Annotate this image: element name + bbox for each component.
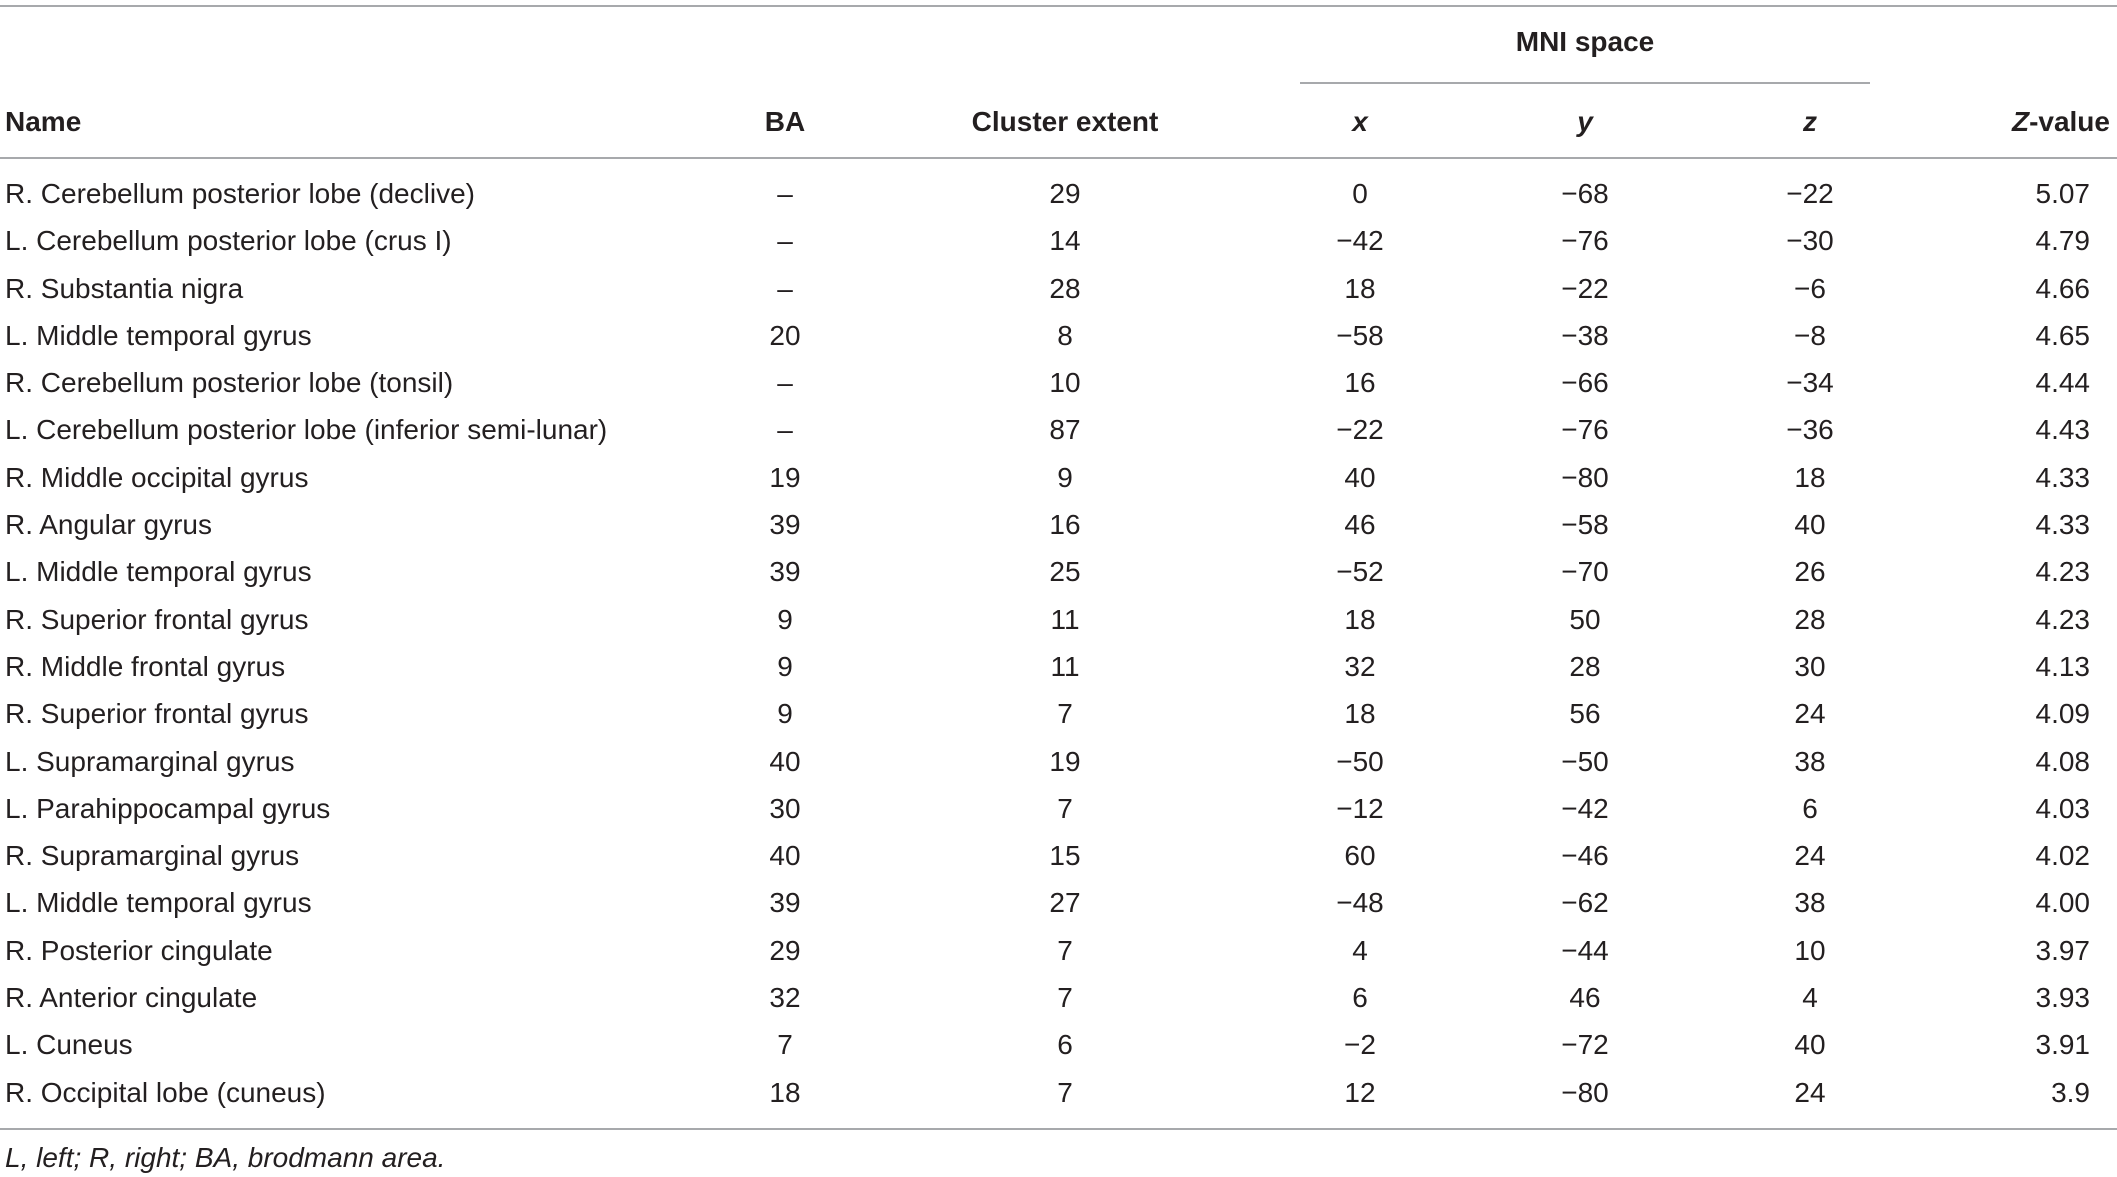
cell-x: 60	[1344, 840, 1376, 872]
table-row	[0, 170, 2117, 217]
cell-x: −12	[1336, 792, 1384, 824]
cell-cluster-extent: 7	[1057, 934, 1073, 966]
cell-cluster-extent: 15	[1049, 840, 1081, 872]
cell-name: R. Anterior cingulate	[5, 982, 258, 1014]
cell-name: R. Middle frontal gyrus	[5, 650, 286, 682]
cell-ba: 39	[769, 887, 801, 919]
cell-ba: 40	[769, 840, 801, 872]
cell-ba: –	[777, 225, 793, 257]
cell-cluster-extent: 11	[1050, 650, 1080, 682]
cell-z: 4	[1802, 982, 1818, 1014]
cell-ba: 7	[777, 1029, 793, 1061]
cell-ba: –	[777, 178, 793, 209]
cell-x: −42	[1336, 225, 1384, 257]
table-row	[0, 832, 2117, 879]
cell-name: L. Middle temporal gyrus	[5, 556, 312, 588]
mni-space-header: MNI space	[1515, 26, 1655, 57]
cell-x: 18	[1344, 272, 1376, 304]
table-row	[0, 454, 2117, 501]
table-row	[0, 596, 2117, 643]
cell-ba: 18	[769, 1076, 801, 1108]
z-value-suffix: -value	[2029, 106, 2110, 137]
cell-cluster-extent: 27	[1049, 887, 1081, 919]
cell-x: −2	[1344, 1029, 1376, 1061]
cell-y: −38	[1561, 319, 1609, 351]
z-value-prefix: Z	[2011, 106, 2030, 137]
table-header-rule	[0, 157, 2117, 159]
cell-ba: 40	[769, 745, 801, 777]
cell-ba: 39	[769, 509, 801, 541]
cell-z: −8	[1794, 319, 1826, 351]
table-row	[0, 312, 2117, 359]
cell-z-value: 4.44	[2035, 367, 2090, 399]
cell-y: 56	[1569, 698, 1601, 730]
cell-cluster-extent: 7	[1057, 1076, 1073, 1108]
cell-name: R. Superior frontal gyrus	[5, 698, 309, 730]
cell-y: 50	[1569, 603, 1601, 635]
cell-cluster-extent: 25	[1049, 556, 1081, 588]
table-row	[0, 927, 2117, 974]
cell-x: 12	[1344, 1076, 1376, 1108]
cell-cluster-extent: 7	[1057, 792, 1073, 824]
cell-name: R. Angular gyrus	[5, 509, 212, 541]
cell-x: 6	[1352, 982, 1368, 1014]
cell-ba: 29	[769, 934, 801, 966]
table-row	[0, 785, 2117, 832]
cell-y: −58	[1561, 509, 1609, 541]
cell-y: −80	[1561, 461, 1609, 493]
cell-z: 28	[1794, 603, 1826, 635]
cell-cluster-extent: 10	[1049, 367, 1081, 399]
cell-name: R. Supramarginal gyrus	[5, 840, 300, 872]
cell-y: −42	[1561, 792, 1609, 824]
cell-y: −76	[1561, 414, 1609, 446]
cell-z-value: 4.79	[2035, 225, 2090, 257]
table-row	[0, 643, 2117, 690]
cell-name: R. Occipital lobe (cuneus)	[5, 1076, 326, 1108]
cell-z: 10	[1794, 934, 1826, 966]
cell-y: −46	[1561, 840, 1609, 872]
cell-cluster-extent: 19	[1049, 745, 1081, 777]
cell-cluster-extent: 7	[1057, 982, 1073, 1014]
cell-z-value: 3.97	[2035, 934, 2090, 966]
cell-z-value: 4.23	[2035, 556, 2090, 588]
cell-z: −34	[1786, 367, 1834, 399]
cell-ba: 32	[769, 982, 801, 1014]
cell-x: −58	[1336, 319, 1384, 351]
cell-ba: 19	[769, 461, 801, 493]
cell-z-value: 4.33	[2035, 509, 2090, 541]
cell-z: −22	[1786, 178, 1834, 209]
cell-z: 24	[1794, 1076, 1826, 1108]
cell-z: 38	[1794, 887, 1826, 919]
cell-z-value: 4.23	[2035, 603, 2090, 635]
cell-y: −44	[1561, 934, 1609, 966]
cell-ba: 9	[777, 603, 793, 635]
cell-name: L. Supramarginal gyrus	[5, 745, 295, 777]
cell-ba: –	[777, 367, 793, 399]
cell-name: L. Middle temporal gyrus	[5, 887, 312, 919]
cell-x: 18	[1344, 603, 1376, 635]
cell-ba: 20	[769, 319, 801, 351]
table-row	[0, 1069, 2117, 1116]
cell-cluster-extent: 7	[1057, 698, 1073, 730]
cell-name: R. Posterior cingulate	[5, 934, 273, 966]
cell-x: −52	[1336, 556, 1384, 588]
cell-z-value: 4.65	[2035, 319, 2090, 351]
cell-x: 0	[1352, 178, 1368, 209]
cell-x: −48	[1336, 887, 1384, 919]
cell-y: −50	[1561, 745, 1609, 777]
column-header-cluster-extent: Cluster extent	[971, 106, 1159, 137]
cell-x: 18	[1344, 698, 1376, 730]
table-row	[0, 217, 2117, 264]
cell-z-value: 4.09	[2035, 698, 2090, 730]
table-row	[0, 879, 2117, 926]
cell-cluster-extent: 28	[1049, 272, 1081, 304]
cell-y: −66	[1561, 367, 1609, 399]
cell-z: 38	[1794, 745, 1826, 777]
cell-y: −76	[1561, 225, 1609, 257]
cell-z: 40	[1794, 509, 1826, 541]
cell-z: −36	[1786, 414, 1834, 446]
cell-cluster-extent: 11	[1050, 603, 1080, 635]
column-header-y: y	[1577, 106, 1593, 137]
cell-x: 40	[1344, 461, 1376, 493]
column-header-x: x	[1352, 106, 1368, 137]
cell-name: L. Cerebellum posterior lobe (crus I)	[5, 225, 452, 257]
cell-x: 46	[1344, 509, 1376, 541]
cell-name: L. Parahippocampal gyrus	[5, 792, 331, 824]
cell-z-value: 4.02	[2035, 840, 2090, 872]
cell-z-value: 4.66	[2035, 272, 2090, 304]
cell-z: 24	[1794, 698, 1826, 730]
table-row	[0, 265, 2117, 312]
column-header-z-value	[1900, 104, 2110, 140]
table-top-rule	[0, 5, 2117, 7]
cell-z: 26	[1794, 556, 1826, 588]
cell-y: 46	[1569, 982, 1601, 1014]
column-header-ba: BA	[764, 106, 806, 137]
table-row	[0, 690, 2117, 737]
cell-x: 16	[1344, 367, 1376, 399]
cell-name: L. Cuneus	[5, 1029, 133, 1061]
table-row	[0, 359, 2117, 406]
cell-z-value: 5.07	[2035, 178, 2090, 209]
cell-z-value: 4.00	[2035, 887, 2090, 919]
cell-ba: 9	[777, 698, 793, 730]
cell-z-value: 4.33	[2035, 461, 2090, 493]
table-row	[0, 548, 2117, 595]
cell-z: −6	[1794, 272, 1826, 304]
cell-y: 28	[1569, 650, 1601, 682]
table-bottom-rule	[0, 1128, 2117, 1130]
cell-ba: –	[777, 272, 793, 304]
cell-name: R. Superior frontal gyrus	[5, 603, 309, 635]
cell-ba: 30	[769, 792, 801, 824]
cell-cluster-extent: 6	[1057, 1029, 1073, 1061]
cell-z-value: 4.08	[2035, 745, 2090, 777]
cell-z-value: 4.03	[2035, 792, 2090, 824]
cell-cluster-extent: 8	[1057, 319, 1073, 351]
cell-y: −22	[1561, 272, 1609, 304]
table-row	[0, 974, 2117, 1021]
cell-cluster-extent: 9	[1057, 461, 1073, 493]
cell-ba: 9	[777, 650, 793, 682]
table-row	[0, 1021, 2117, 1068]
cell-y: −70	[1561, 556, 1609, 588]
cell-ba: –	[777, 414, 793, 446]
cell-z-value: 3.91	[2035, 1029, 2090, 1061]
cell-cluster-extent: 87	[1049, 414, 1081, 446]
cell-z: 40	[1794, 1029, 1826, 1061]
cell-cluster-extent: 29	[1049, 178, 1081, 209]
cell-y: −62	[1561, 887, 1609, 919]
cell-y: −80	[1561, 1076, 1609, 1108]
cell-z: 30	[1794, 650, 1826, 682]
cell-z: 24	[1794, 840, 1826, 872]
cell-x: 4	[1352, 934, 1368, 966]
table-row	[0, 501, 2117, 548]
cell-x: −50	[1336, 745, 1384, 777]
column-header-name: Name	[5, 106, 82, 137]
cell-z: −30	[1786, 225, 1834, 257]
cell-z: 6	[1802, 792, 1818, 824]
cell-z-value: 4.13	[2035, 650, 2090, 682]
cell-cluster-extent: 16	[1049, 509, 1081, 541]
cell-name: R. Cerebellum posterior lobe (declive)	[5, 178, 475, 209]
cell-z: 18	[1794, 461, 1826, 493]
cell-z-value: 4.43	[2035, 414, 2090, 446]
column-header-z: z	[1803, 106, 1817, 137]
cell-y: −72	[1561, 1029, 1609, 1061]
cell-name: R. Middle occipital gyrus	[5, 461, 309, 493]
table-body	[0, 170, 2117, 1116]
cell-x: −22	[1336, 414, 1384, 446]
mni-space-rule	[1300, 82, 1870, 84]
cell-cluster-extent: 14	[1049, 225, 1081, 257]
table-row	[0, 406, 2117, 453]
cell-y: −68	[1561, 178, 1609, 209]
cell-name: R. Cerebellum posterior lobe (tonsil)	[5, 367, 454, 399]
table-footnote: L, left; R, right; BA, brodmann area.	[5, 1142, 446, 1173]
cell-name: R. Substantia nigra	[5, 272, 244, 304]
cell-name: L. Middle temporal gyrus	[5, 319, 312, 351]
table-row	[0, 738, 2117, 785]
cell-name: L. Cerebellum posterior lobe (inferior semi-lunar)	[5, 414, 608, 446]
cell-x: 32	[1344, 650, 1376, 682]
cell-z-value: 3.93	[2035, 982, 2090, 1014]
cell-z-value: 3.9	[2051, 1076, 2090, 1108]
cell-ba: 39	[769, 556, 801, 588]
